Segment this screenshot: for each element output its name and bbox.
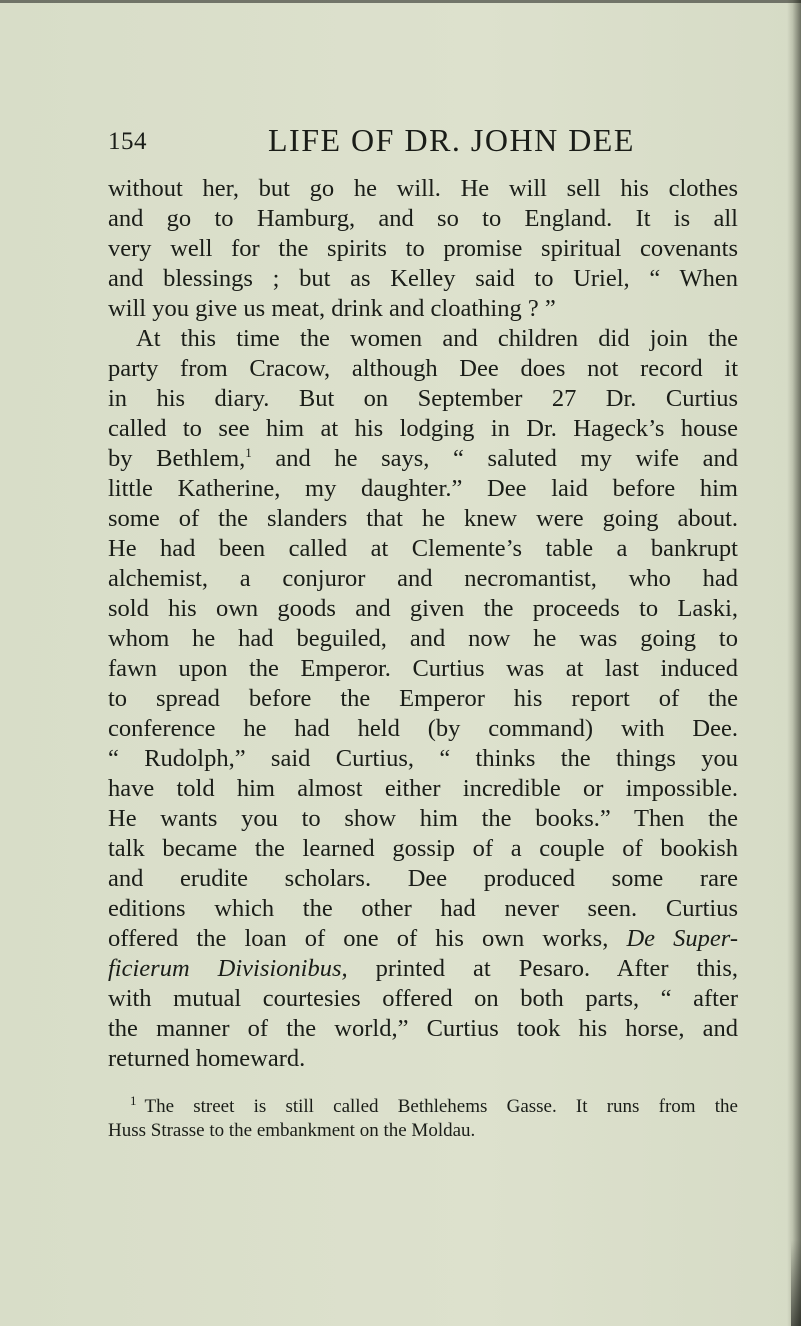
text-line: fawn upon the Emperor. Curtius was at last induced: [108, 655, 738, 682]
text-line: have told him almost either incredible or impossible.: [108, 775, 738, 802]
text-line: conference he had held (by command) with Dee.: [108, 715, 738, 742]
footnote-line: [108, 1095, 738, 1119]
top-edge-shadow: [0, 0, 801, 3]
page-edge-shadow: [787, 0, 801, 1326]
text-line: and blessings ; but as Kelley said to Uriel, “ When: [108, 265, 738, 292]
text-line: called to see him at his lodging in Dr. Hageck’s house: [108, 415, 738, 442]
footnote-text: The street is still called Bethlehems Gasse. It runs from the: [144, 1096, 738, 1117]
text-line: [108, 444, 738, 474]
text-line: alchemist, a conjuror and necromantist, who had: [108, 565, 738, 592]
text-line: and erudite scholars. Dee produced some rare: [108, 865, 738, 892]
text-line: He wants you to show him the books.” Then the: [108, 805, 738, 832]
text-line: At this time the women and children did join the: [136, 325, 738, 352]
text-fragment: offered the loan of one of his own works,: [108, 925, 627, 952]
text-line: little Katherine, my daughter.” Dee laid before him: [108, 475, 738, 502]
footnote-marker: 1: [130, 1093, 137, 1108]
text-line: [108, 954, 738, 984]
text-line: will you give us meat, drink and cloathing ? ”: [108, 295, 556, 322]
footnote-reference: 1: [245, 445, 252, 460]
text-line: sold his own goods and given the proceeds to Laski,: [108, 595, 738, 622]
text-line: party from Cracow, although Dee does not record it: [108, 355, 738, 382]
text-fragment: and he says, “ saluted my wife and: [251, 445, 738, 472]
book-title-italic: ficierum Divisionibus,: [108, 955, 348, 982]
page-corner-shadow: [791, 1240, 801, 1326]
text-line: some of the slanders that he knew were going about.: [108, 505, 738, 532]
page-number: 154: [108, 128, 147, 155]
text-line: with mutual courtesies offered on both parts, “ after: [108, 985, 738, 1012]
footnote: [108, 1095, 738, 1143]
text-line: editions which the other had never seen. Curtius: [108, 895, 738, 922]
text-fragment: by Bethlem,: [108, 445, 246, 472]
text-fragment: printed at Pesaro. After this,: [347, 955, 738, 982]
footnote-line: Huss Strasse to the embankment on the Moldau.: [108, 1120, 476, 1141]
book-title-italic: De Super-: [626, 925, 738, 952]
page-header: [108, 122, 728, 166]
text-line: and go to Hamburg, and so to England. It is all: [108, 205, 738, 232]
text-line: returned homeward.: [108, 1045, 306, 1072]
text-line: [108, 924, 738, 954]
text-line: the manner of the world,” Curtius took his horse, and: [108, 1015, 738, 1042]
text-line: to spread before the Emperor his report of the: [108, 685, 738, 712]
running-head: LIFE OF DR. JOHN DEE: [268, 122, 635, 158]
text-line: without her, but go he will. He will sell his clothes: [108, 175, 738, 202]
body-text: [108, 174, 738, 1074]
text-line: “ Rudolph,” said Curtius, “ thinks the things you: [108, 745, 738, 772]
text-line: He had been called at Clemente’s table a bankrupt: [108, 535, 738, 562]
text-line: very well for the spirits to promise spiritual covenants: [108, 235, 738, 262]
text-line: talk became the learned gossip of a couple of bookish: [108, 835, 738, 862]
text-line: in his diary. But on September 27 Dr. Curtius: [108, 385, 738, 412]
text-line: whom he had beguiled, and now he was going to: [108, 625, 738, 652]
